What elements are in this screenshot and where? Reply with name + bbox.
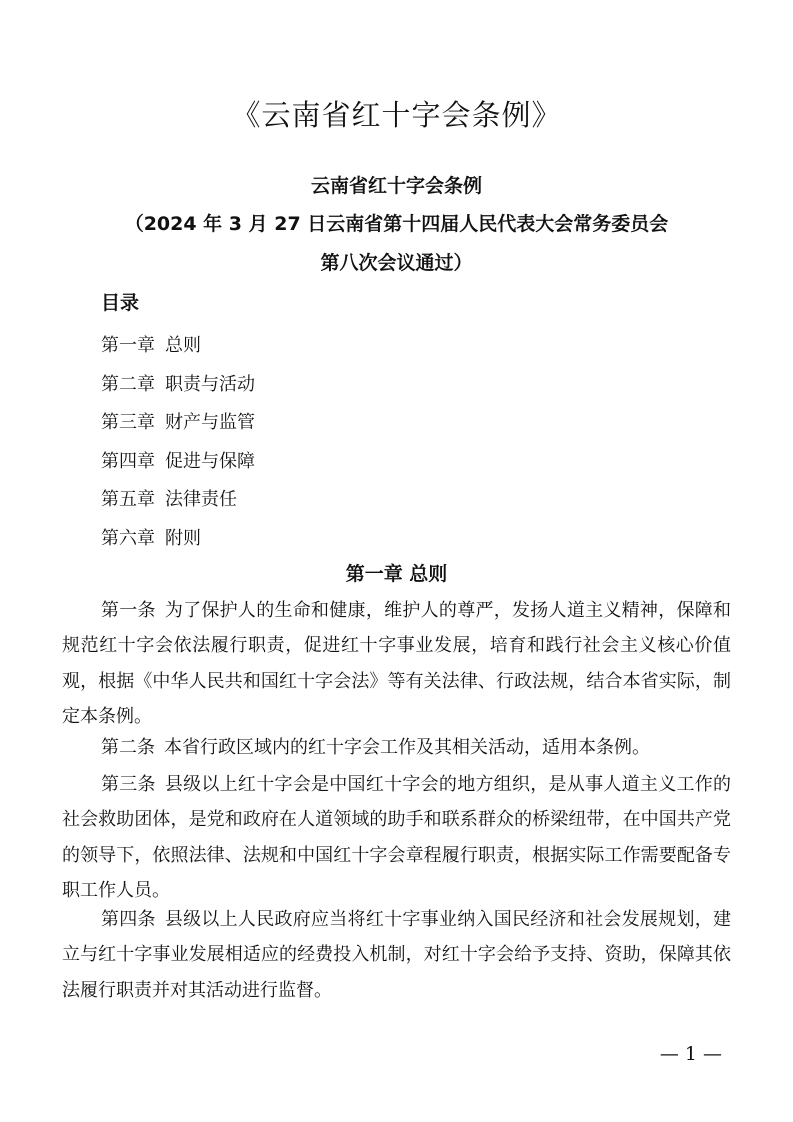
article-number: 第三条 [101,774,156,795]
article-paragraph [62,593,731,735]
toc-chapter-title: 职责与活动 [165,373,255,395]
toc-heading: 目录 [101,292,140,314]
article-number: 第二条 [101,737,155,758]
adoption-note-line1: （2024 年 3 月 27 日云南省第十四届人民代表大会常务委员会 [124,213,669,235]
toc-chapter-number: 第六章 [101,527,155,549]
main-title: 《云南省红十字会条例》 [231,98,562,132]
toc-chapter-title: 附则 [165,527,201,549]
page-number: — 1 — [659,1043,722,1065]
article-text: 县级以上红十字会是中国红十字会的地方组织，是从事人道主义工作的社会救助团体，是党和政府在人道领域的助手和联系群众的桥梁纽带，在中国共产党的领导下，依照法律、法规和中国红十字会章程履行职责，根据实际工作需要配备专职工作人员。 [62,774,732,902]
article-text: 本省行政区域内的红十字会工作及其相关活动，适用本条例。 [164,737,650,758]
chapter-heading: 第一章 总则 [345,563,448,585]
toc-item [101,443,255,482]
article-number: 第一条 [101,600,156,621]
article-text: 为了保护人的生命和健康，维护人的尊严，发扬人道主义精神，保障和规范红十字会依法履行职责，促进红十字事业发展，培育和践行社会主义核心价值观，根据《中华人民共和国红十字会法》等有关法律、行政法规，结合本省实际，制定本条例。 [62,600,732,728]
toc-chapter-number: 第四章 [101,450,155,472]
toc-chapter-title: 总则 [165,335,201,356]
toc-chapter-title: 财产与监管 [165,412,255,434]
toc-chapter-number: 第三章 [101,412,155,434]
toc-chapter-number: 第五章 [101,489,155,511]
regulation-title: 云南省红十字会条例 [310,175,482,197]
article-paragraph [62,767,731,909]
adoption-note-line2: 第八次会议通过） [320,252,473,274]
article-paragraph [62,902,731,1008]
toc-item [101,481,255,520]
toc-item [101,366,255,405]
toc-chapter-title: 法律责任 [165,489,237,511]
article-text: 县级以上人民政府应当将红十字事业纳入国民经济和社会发展规划，建立与红十字事业发展相适应的经费投入机制，对红十字会给予支持、资助，保障其依法履行职责并对其活动进行监督。 [62,909,732,1001]
toc-chapter-title: 促进与保障 [165,450,255,472]
table-of-contents [101,327,255,559]
toc-item [101,404,255,443]
article-number: 第四条 [101,909,156,930]
toc-chapter-number: 第一章 [101,335,155,356]
toc-item [101,520,255,559]
article-paragraph [62,730,731,765]
toc-chapter-number: 第二章 [101,373,155,395]
toc-item [101,327,255,366]
